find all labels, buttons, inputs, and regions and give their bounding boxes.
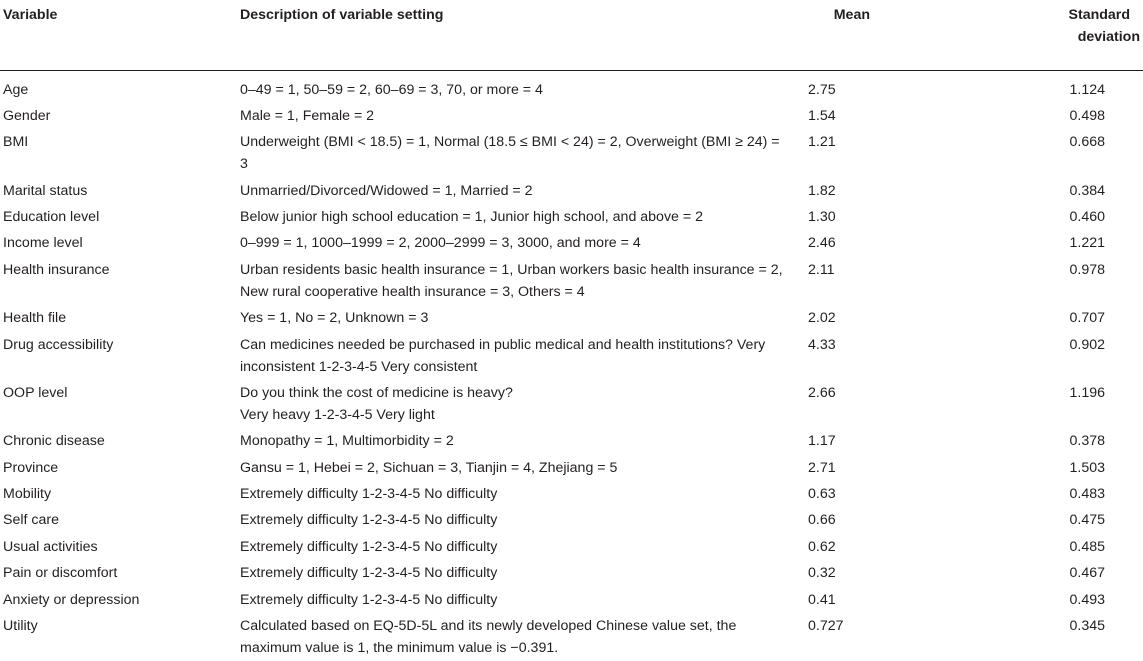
cell-variable: Age <box>3 81 29 98</box>
cell-standard-deviation: 1.196 <box>1069 384 1105 401</box>
cell-mean <box>800 380 928 428</box>
table-row <box>0 129 1143 177</box>
cell-description: Underweight (BMI < 18.5) = 1, Normal (18.5 ≤ BMI < 24) = 2, Overweight (BMI ≥ 24) = 3 <box>240 134 780 173</box>
cell-variable: OOP level <box>3 384 68 401</box>
table-row <box>0 454 1143 480</box>
cell-mean-value: 1.21 <box>808 134 836 151</box>
cell-mean-value: 1.17 <box>808 433 836 450</box>
cell-mean <box>800 331 928 379</box>
header-row <box>0 0 1143 70</box>
cell-standard-deviation: 0.668 <box>1069 134 1105 151</box>
table-row <box>0 428 1143 454</box>
cell-mean-value: 2.02 <box>808 310 836 327</box>
cell-mean-value: 2.66 <box>808 384 836 401</box>
cell-standard-deviation: 0.978 <box>1069 261 1105 278</box>
cell-standard-deviation: 1.221 <box>1069 235 1105 252</box>
cell-description: Can medicines needed be purchased in public medical and health institutions? Very inconsistent 1-2-3-4-5 Very consistent <box>240 336 766 375</box>
table-row <box>0 70 1143 103</box>
cell-mean <box>800 507 928 533</box>
cell-mean-value: 0.41 <box>808 591 836 608</box>
cell-description: Extremely difficulty 1-2-3-4-5 No difficulty <box>240 512 498 529</box>
cell-variable: Self care <box>3 512 59 529</box>
cell-description: Calculated based on EQ-5D-5L and its newly developed Chinese value set, the maximum value is 1, the minimum value is −0.391. <box>240 617 737 656</box>
cell-standard-deviation: 0.384 <box>1069 182 1105 199</box>
cell-description: Below junior high school education = 1, Junior high school, and above = 2 <box>240 209 703 225</box>
cell-standard-deviation: 0.902 <box>1069 336 1105 353</box>
cell-description: Unmarried/Divorced/Widowed = 1, Married = 2 <box>240 182 533 199</box>
cell-mean-value: 0.727 <box>808 617 844 634</box>
cell-standard-deviation: 0.483 <box>1069 486 1105 502</box>
cell-mean <box>800 70 928 103</box>
cell-mean-value: 4.33 <box>808 336 836 353</box>
cell-mean <box>800 230 928 256</box>
table-row <box>0 305 1143 331</box>
header-description: Description of variable setting <box>240 0 800 70</box>
cell-variable: Pain or discomfort <box>3 565 118 582</box>
cell-mean <box>800 177 928 203</box>
cell-variable: Usual activities <box>3 538 98 555</box>
cell-mean <box>800 103 928 129</box>
cell-mean-value: 0.32 <box>808 565 836 582</box>
cell-mean-value: 1.30 <box>808 209 836 225</box>
table-row <box>0 103 1143 129</box>
cell-mean <box>800 305 928 331</box>
cell-mean <box>800 613 928 661</box>
cell-mean-value: 0.62 <box>808 538 836 555</box>
cell-mean <box>800 586 928 612</box>
cell-description: Monopathy = 1, Multimorbidity = 2 <box>240 433 454 450</box>
cell-standard-deviation: 0.467 <box>1069 565 1105 582</box>
cell-standard-deviation: 0.707 <box>1069 310 1105 327</box>
table-row <box>0 481 1143 507</box>
table-row <box>0 177 1143 203</box>
cell-mean <box>800 257 928 305</box>
cell-variable: Utility <box>3 617 38 634</box>
header-mean-label: Mean <box>833 7 870 23</box>
cell-variable: Chronic disease <box>3 433 105 450</box>
cell-mean-value: 2.46 <box>808 235 836 252</box>
table-row <box>0 507 1143 533</box>
cell-description: Do you think the cost of medicine is heavy? Very heavy 1-2-3-4-5 Very light <box>240 384 513 423</box>
cell-description: Extremely difficulty 1-2-3-4-5 No difficulty <box>240 486 498 502</box>
cell-variable: Education level <box>3 209 100 225</box>
cell-standard-deviation: 0.460 <box>1069 209 1105 225</box>
cell-variable: Mobility <box>3 486 52 502</box>
cell-variable: Gender <box>3 107 51 124</box>
cell-variable: BMI <box>3 134 29 151</box>
table-row <box>0 331 1143 379</box>
cell-standard-deviation: 0.475 <box>1069 512 1105 529</box>
cell-variable: Province <box>3 459 59 476</box>
cell-description: Gansu = 1, Hebei = 2, Sichuan = 3, Tianjin = 4, Zhejiang = 5 <box>240 459 618 476</box>
cell-variable: Income level <box>3 235 83 252</box>
cell-mean-value: 1.82 <box>808 182 836 199</box>
cell-mean <box>800 204 928 230</box>
cell-mean-value: 0.63 <box>808 486 836 502</box>
cell-description: 0–999 = 1, 1000–1999 = 2, 2000–2999 = 3, 3000, and more = 4 <box>240 235 641 252</box>
table-row <box>0 257 1143 305</box>
table-row <box>0 230 1143 256</box>
cell-mean <box>800 129 928 177</box>
cell-description: Male = 1, Female = 2 <box>240 107 375 124</box>
header-sd-line1: Standard <box>1068 7 1130 23</box>
cell-mean-value: 1.54 <box>808 107 836 124</box>
cell-variable: Marital status <box>3 182 88 199</box>
cell-standard-deviation: 1.503 <box>1069 459 1105 476</box>
cell-mean-value: 2.11 <box>808 261 835 278</box>
header-variable: Variable <box>0 0 240 70</box>
cell-description: Extremely difficulty 1-2-3-4-5 No difficulty <box>240 538 498 555</box>
cell-variable: Anxiety or depression <box>3 591 140 608</box>
table-row <box>0 380 1143 428</box>
cell-standard-deviation: 0.378 <box>1069 433 1105 450</box>
cell-description: Extremely difficulty 1-2-3-4-5 No difficulty <box>240 591 498 608</box>
cell-description: 0–49 = 1, 50–59 = 2, 60–69 = 3, 70, or more = 4 <box>240 81 543 98</box>
cell-mean <box>800 481 928 507</box>
cell-variable: Drug accessibility <box>3 336 114 353</box>
cell-variable: Health insurance <box>3 261 110 278</box>
header-mean <box>800 0 928 70</box>
cell-description: Extremely difficulty 1-2-3-4-5 No difficulty <box>240 565 498 582</box>
table-row <box>0 586 1143 612</box>
header-sd-line2: deviation <box>1077 29 1140 45</box>
table-row <box>0 534 1143 560</box>
cell-standard-deviation: 0.345 <box>1069 617 1105 634</box>
cell-description: Yes = 1, No = 2, Unknown = 3 <box>240 310 429 327</box>
table-row <box>0 560 1143 586</box>
table-row <box>0 204 1143 230</box>
cell-mean <box>800 428 928 454</box>
cell-mean <box>800 560 928 586</box>
cell-mean <box>800 454 928 480</box>
cell-standard-deviation: 0.485 <box>1069 538 1105 555</box>
cell-standard-deviation: 0.498 <box>1069 107 1105 124</box>
table-row <box>0 613 1143 661</box>
table-header <box>0 0 1143 70</box>
cell-mean-value: 2.75 <box>808 81 836 98</box>
cell-standard-deviation: 0.493 <box>1069 591 1105 608</box>
header-standard-deviation <box>928 0 1143 70</box>
table-body <box>0 70 1143 661</box>
cell-description: Urban residents basic health insurance = 1, Urban workers basic health insurance = 2, New rural cooperative health insurance = 3, Others = 4 <box>240 261 783 300</box>
cell-mean-value: 2.71 <box>808 459 836 476</box>
cell-mean-value: 0.66 <box>808 512 836 529</box>
cell-variable: Health file <box>3 310 67 327</box>
cell-mean <box>800 534 928 560</box>
cell-standard-deviation: 1.124 <box>1069 81 1105 98</box>
